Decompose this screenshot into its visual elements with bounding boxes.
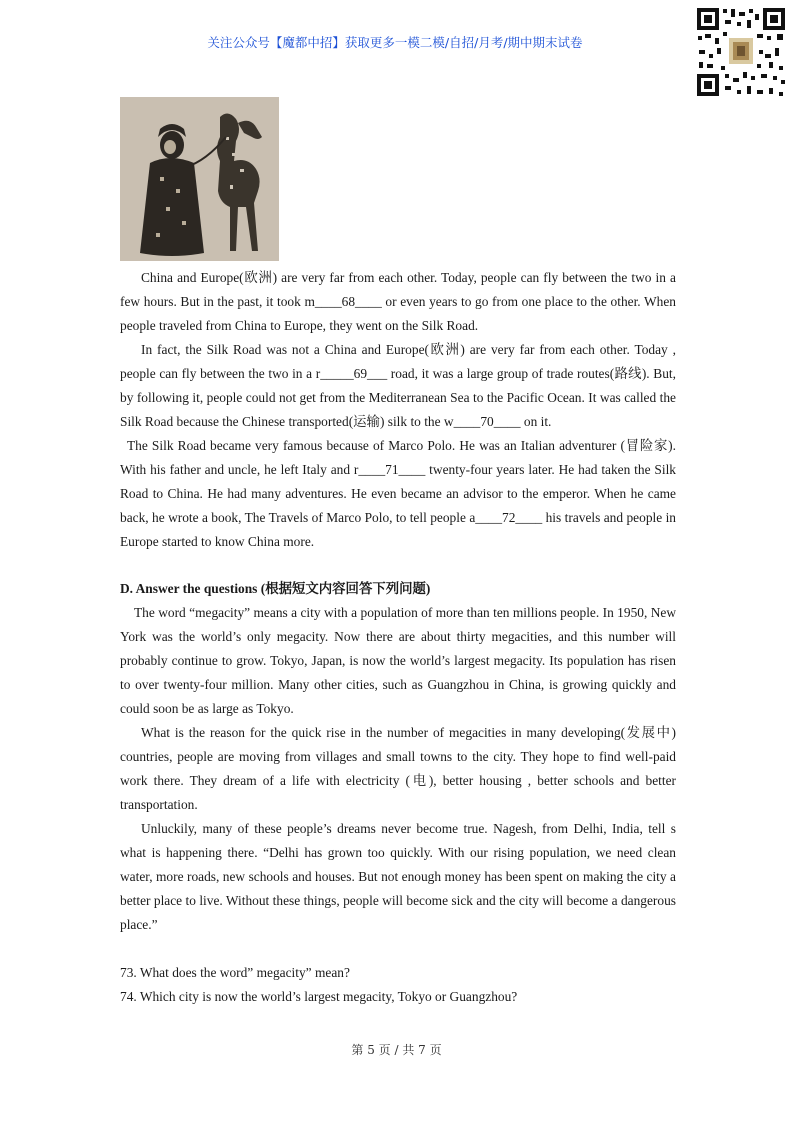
section-d-heading: D. Answer the questions (根据短文内容回答下列问题) — [120, 581, 431, 596]
passage-c-paragraph-2: In fact, the Silk Road was not a China and Europe(欧洲) are very far from each other. Today , people can fly between the two in a r_____69___ road, it was a large group of trade routes(路线). But, by following it, people could not get from the Mediterranean Sea to the Pacific Ocean. It was called the Silk Road because the Chinese transported(运输) silk to the w____70____ on it. — [120, 342, 676, 429]
passage-c-paragraph-3: The Silk Road became very famous because of Marco Polo. He was an Italian adventurer (冒险家). With his father and uncle, he left Italy and r____71____ twenty-four years later. He had taken the Silk Road to China. He had many adventures. He even became an advisor to the emperor. When he came back, he wrote a book, The Travels of Marco Polo, to tell people a____72____ his travels and people in Europe started to know China more. — [120, 438, 676, 549]
page-number: 第 5 页 / 共 7 页 — [351, 1043, 442, 1057]
passage-d-paragraph-3: Unluckily, many of these people’s dreams never become true. Nagesh, from Delhi, India, tell s what is happening there. “Delhi has grown too quickly. With our rising population, we need clean water, more roads, new schools and houses. But not enough money has been spent on making the city a better place to live. Without these things, people will become sick and the city will become a dangerous place.” — [120, 821, 676, 932]
passage-d-paragraph-1: The word “megacity” means a city with a population of more than ten millions people. In 1950, New York was the world’s only megacity. Now there are about thirty megacities, and this number will probably continue to grow. Tokyo, Japan, is now the world’s largest megacity. Its population has risen to over twenty-four million. Many other cities, such as Guangzhou in China, is growing quickly and could soon be as large as Tokyo. — [120, 605, 676, 716]
header-banner[interactable]: 关注公众号【魔都中招】获取更多一模二模/自招/月考/期中期末试卷 — [207, 35, 583, 50]
passage-c-paragraph-1: China and Europe(欧洲) are very far from each other. Today, people can fly between the two in a few hours. But in the past, it took m____68____ or even years to go from one place to the other. When people traveled from China to Europe, they went on the Silk Road. — [120, 270, 676, 333]
question-73: 73. What does the word” megacity” mean? — [120, 965, 350, 980]
question-74: 74. Which city is now the world’s largest megacity, Tokyo or Guangzhou? — [120, 989, 518, 1004]
marco-polo-camel-illustration — [120, 97, 279, 261]
passage-c — [120, 266, 676, 554]
passage-d — [120, 601, 676, 937]
qr-code-icon — [695, 6, 787, 98]
passage-d-paragraph-2: What is the reason for the quick rise in the number of megacities in many developing(发展中) countries, people are moving from villages and small towns to the city. They hope to find well-paid work there. They dream of a life with electricity (电), better housing , better schools and better transportation. — [120, 725, 676, 812]
